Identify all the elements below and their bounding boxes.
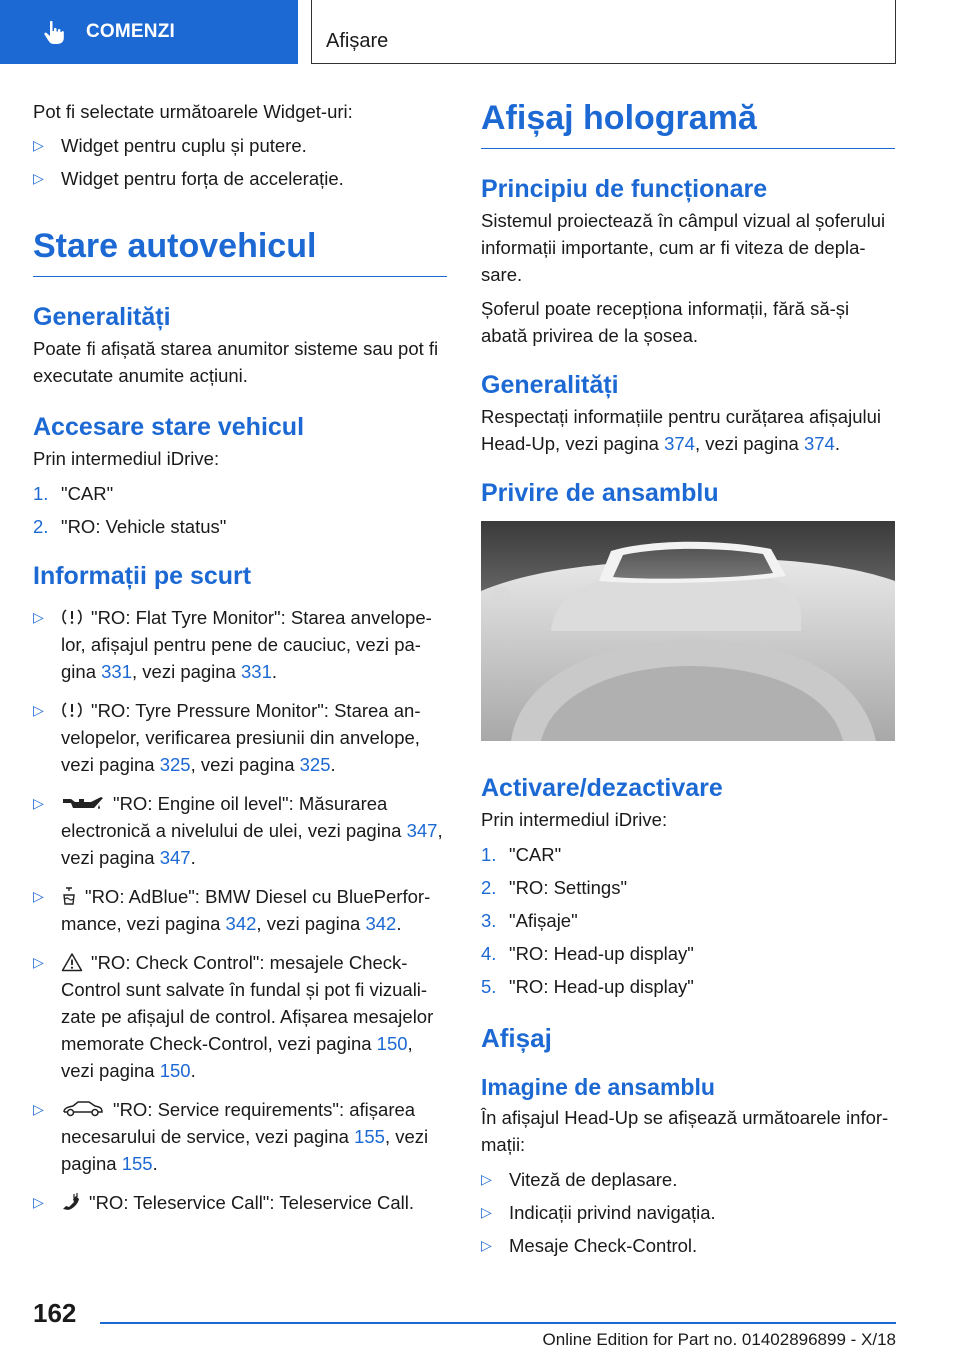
list-item: 1. "CAR" bbox=[481, 844, 562, 865]
list-item: 2. "RO: Vehicle status" bbox=[33, 516, 227, 537]
list-item: ▷ Indicații privind navigația. bbox=[481, 1199, 895, 1226]
list-item: 2. "RO: Settings" bbox=[481, 877, 628, 898]
principiu-paragraph-2: Șoferul poate recepționa informații, fără să-și abată privirea de la șosea. bbox=[481, 298, 850, 346]
footer-divider bbox=[100, 1322, 896, 1324]
tyre-warning-icon bbox=[61, 607, 83, 627]
heading-afisaj: Afișaj bbox=[481, 1023, 552, 1053]
bullet-triangle-icon: ▷ bbox=[33, 1194, 44, 1210]
principiu-paragraph-1: Sistemul proiectează în câmpul vizual al șoferului informații importante, cum ar fi viteza de deplasare. bbox=[481, 210, 886, 285]
heading-imagine-ansamblu: Imagine de ansamblu bbox=[481, 1074, 715, 1100]
page-ref-link[interactable]: 150 bbox=[376, 1033, 408, 1054]
list-item: ▷ "RO: Engine oil level": Măsurarea electronică a nivelului de ulei, vezi pagina 347, vezi pagina 347. bbox=[33, 790, 447, 871]
list-item: 5. "RO: Head-up display" bbox=[481, 976, 694, 997]
heading-activare: Activare/dezactivare bbox=[481, 774, 723, 802]
page-ref-link[interactable]: 347 bbox=[406, 820, 438, 841]
bullet-triangle-icon: ▷ bbox=[33, 1101, 44, 1117]
edition-footer: Online Edition for Part no. 01402896899 - X/18 bbox=[542, 1330, 896, 1349]
section-header bbox=[311, 0, 896, 64]
page-ref-link[interactable]: 150 bbox=[159, 1060, 191, 1081]
list-item: ▷ Widget pentru cuplu și putere. bbox=[33, 132, 447, 159]
page-ref-link[interactable]: 374 bbox=[803, 433, 835, 454]
bullet-triangle-icon: ▷ bbox=[481, 1237, 492, 1253]
chapter-tab-label: COMENZI bbox=[86, 21, 176, 42]
page-ref-link[interactable]: 325 bbox=[299, 754, 331, 775]
chapter-tab[interactable] bbox=[0, 0, 298, 64]
heading-accesare: Accesare stare vehicul bbox=[33, 413, 305, 441]
list-item: ▷ Mesaje Check-Control. bbox=[481, 1232, 895, 1259]
page-ref-link[interactable]: 155 bbox=[354, 1126, 385, 1147]
page-ref-link[interactable]: 325 bbox=[159, 754, 191, 775]
list-item: ▷ "RO: Service requirements": afișarea necesarului de service, vezi pagina 155, vezi pagina 155. bbox=[33, 1096, 447, 1177]
bullet-triangle-icon: ▷ bbox=[33, 795, 44, 811]
page-ref-link[interactable]: 342 bbox=[365, 913, 397, 934]
teleservice-icon bbox=[61, 1192, 81, 1212]
info-list bbox=[33, 604, 447, 1216]
imagine-text: În afișajul Head-Up se afișează următoarele informații: bbox=[481, 1107, 889, 1155]
heading-privire: Privire de ansamblu bbox=[481, 479, 719, 507]
activare-steps bbox=[481, 841, 895, 1000]
car-service-icon bbox=[61, 1099, 105, 1119]
list-item: ▷ "RO: Flat Tyre Monitor": Starea anvelopelor, afișajul pentru pene de cauciuc, vezi pagina 331, vezi pagina 331. bbox=[33, 604, 447, 685]
adblue-icon bbox=[61, 886, 77, 906]
head-up-display-photo bbox=[481, 521, 895, 741]
generalitati-right-text: Respectați informațiile pentru curățarea afișajului Head-Up, vezi pagina 374, vezi pagina 374. bbox=[481, 406, 882, 454]
bullet-triangle-icon: ▷ bbox=[33, 137, 44, 153]
list-item: ▷ "RO: Tyre Pressure Monitor": Starea anvelopelor, verificarea presiunii din anvelope, vezi pagina 325, vezi pagina 325. bbox=[33, 697, 447, 778]
heading-generalitati-right: Generalități bbox=[481, 371, 619, 399]
list-item: ▷ Widget pentru forța de accelerație. bbox=[33, 165, 447, 192]
tyre-warning-icon bbox=[61, 700, 83, 720]
list-item: 3. "Afișaje" bbox=[481, 910, 578, 931]
bullet-triangle-icon: ▷ bbox=[33, 170, 44, 186]
page-number: 162 bbox=[33, 1298, 77, 1328]
list-item: 1. "CAR" bbox=[33, 483, 114, 504]
page-ref-link[interactable]: 331 bbox=[241, 661, 272, 682]
accesare-text: Prin intermediul iDrive: bbox=[33, 448, 220, 469]
page-ref-link[interactable]: 331 bbox=[101, 661, 132, 682]
bullet-triangle-icon: ▷ bbox=[481, 1171, 492, 1187]
right-column bbox=[481, 98, 895, 1265]
heading-generalitati: Generalități bbox=[33, 303, 171, 331]
page-ref-link[interactable]: 342 bbox=[225, 913, 257, 934]
list-item: ▷ "RO: Check Control": mesajele Check-Control sunt salvate în fundal și pot fi vizualizate pe afișajul de control. Afișarea mesajelor memorate Check-Control, vezi pagina 150, vezi pagina 150. bbox=[33, 949, 447, 1084]
activare-text: Prin intermediul iDrive: bbox=[481, 809, 668, 830]
bullet-triangle-icon: ▷ bbox=[33, 702, 44, 718]
widgets-intro: Pot fi selectate următoarele Widget-uri: bbox=[33, 101, 353, 122]
imagine-list bbox=[481, 1166, 895, 1259]
bullet-triangle-icon: ▷ bbox=[481, 1204, 492, 1220]
bullet-triangle-icon: ▷ bbox=[33, 888, 44, 904]
page-ref-link[interactable]: 347 bbox=[159, 847, 191, 868]
section-title: Afișare bbox=[326, 30, 389, 52]
bullet-triangle-icon: ▷ bbox=[33, 609, 44, 625]
oil-can-icon bbox=[61, 793, 105, 813]
page-ref-link[interactable]: 374 bbox=[664, 433, 695, 454]
warning-triangle-icon bbox=[61, 952, 83, 972]
list-item: 4. "RO: Head-up display" bbox=[481, 943, 694, 964]
heading-afisaj-holograma: Afișaj hologramă bbox=[481, 98, 895, 149]
list-item: ▷ "RO: AdBlue": BMW Diesel cu BluePerformance, vezi pagina 342, vezi pagina 342. bbox=[33, 883, 447, 937]
page-ref-link[interactable]: 155 bbox=[121, 1153, 153, 1174]
list-item: ▷ "RO: Teleservice Call": Teleservice Call. bbox=[33, 1189, 447, 1216]
generalitati-text: Poate fi afișată starea anumitor sisteme sau pot fi executate anumite acțiuni. bbox=[33, 338, 439, 386]
bullet-triangle-icon: ▷ bbox=[33, 954, 44, 970]
heading-principiu: Principiu de funcționare bbox=[481, 175, 768, 203]
accesare-steps bbox=[33, 480, 447, 540]
heading-informatii: Informații pe scurt bbox=[33, 562, 252, 590]
widgets-list bbox=[33, 132, 447, 192]
left-column bbox=[33, 98, 447, 1222]
heading-stare-autovehicul: Stare autovehicul bbox=[33, 226, 447, 277]
list-item: ▷ Viteză de deplasare. bbox=[481, 1166, 895, 1193]
hand-pointer-icon bbox=[40, 18, 68, 46]
